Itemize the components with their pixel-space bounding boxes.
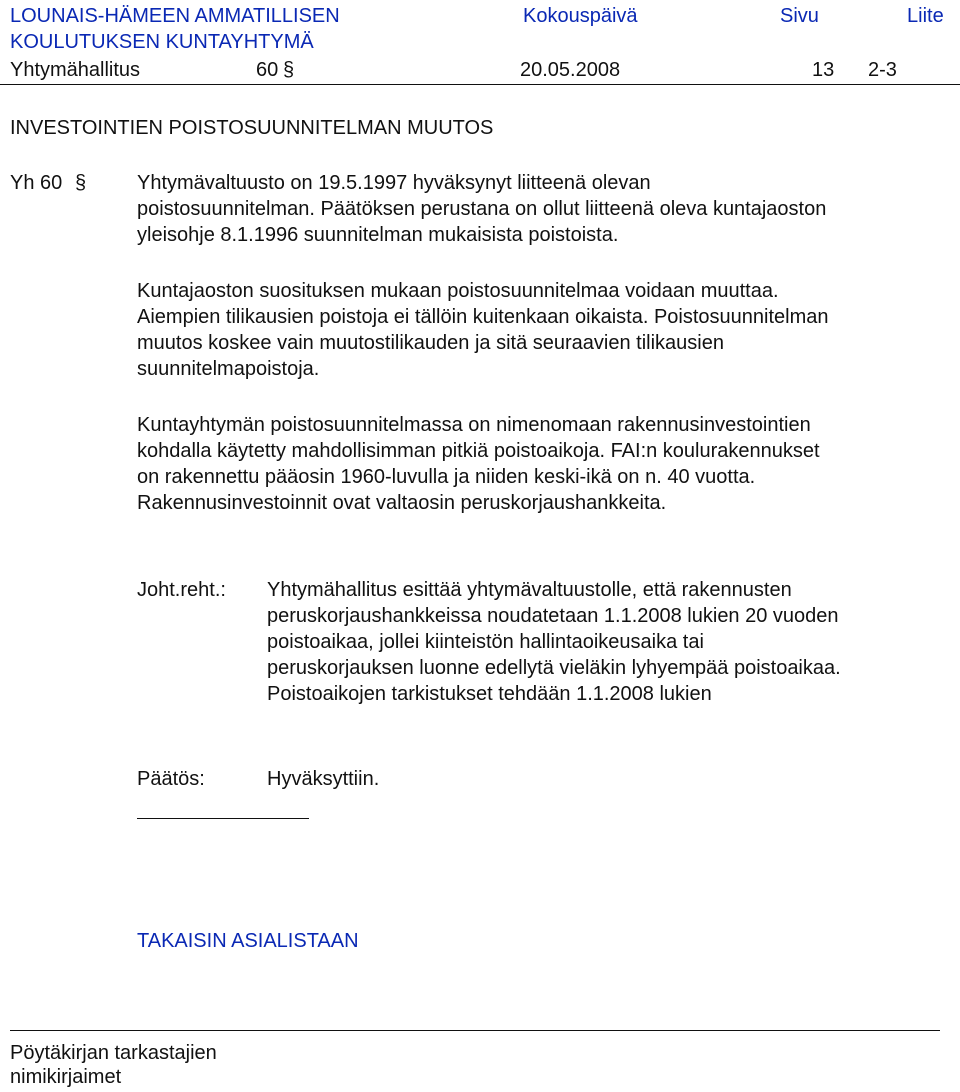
proposal-line: Poistoaikojen tarkistukset tehdään 1.1.2008 lukien [267,683,712,705]
proposal-line: peruskorjaushankkeissa noudatetaan 1.1.2008 lukien 20 vuoden [267,605,839,627]
proposal-text [267,577,841,707]
section-symbol: § [283,59,295,81]
org-name-line1: LOUNAIS-HÄMEEN AMMATILLISEN [10,5,340,27]
paragraph-1-line: poistosuunnitelman. Päätöksen perustana on ollut liitteenä oleva kuntajaoston [137,198,827,220]
paragraph-3-line: on rakennettu pääosin 1960-luvulla ja niiden keski-ikä on n. 40 vuotta. [137,466,756,488]
back-to-agenda-link[interactable]: TAKAISIN ASIALISTAAN [137,930,359,952]
body-label: Yhtymähallitus [10,59,141,81]
case-ref-symbol: § [75,172,87,194]
paragraph-2 [137,278,829,382]
paragraph-3-line: kohdalla käytetty mahdollisimman pitkiä poistoaikoja. FAI:n koulurakennukset [137,440,820,462]
meeting-date: 20.05.2008 [520,59,621,81]
paragraph-2-line: muutos koskee vain muutostilikauden ja sitä seuraavien tilikausien [137,332,724,354]
paragraph-1-line: Yhtymävaltuusto on 19.5.1997 hyväksynyt liitteenä olevan [137,172,651,194]
decision-text: Hyväksyttiin. [267,768,380,790]
decision-underline [137,818,309,819]
attachment-label: Liite [907,5,944,27]
paragraph-1 [137,170,826,248]
proposal-line: peruskorjauksen luonne edellytä vieläkin lyhyempää poistoaikaa. [267,657,841,679]
document-title: INVESTOINTIEN POISTOSUUNNITELMAN MUUTOS [10,117,494,139]
case-ref-label: Yh 60 [10,172,63,194]
paragraph-1-line: yleisohje 8.1.1996 suunnitelman mukaisista poistoista. [137,224,619,246]
decision-label: Päätös: [137,768,205,790]
meeting-date-label: Kokouspäivä [523,5,638,27]
proposal-line: poistoaikaa, jollei kiinteistön hallintaoikeusaika tai [267,631,704,653]
paragraph-2-line: suunnitelmapoistoja. [137,358,320,380]
paragraph-3-line: Kuntayhtymän poistosuunnitelmassa on nimenomaan rakennusinvestointien [137,414,811,436]
footer-line2: nimikirjaimet [10,1066,122,1088]
section-number: 60 [256,59,279,81]
footer-line1: Pöytäkirjan tarkastajien [10,1042,217,1064]
page-number: 13 [812,59,835,81]
paragraph-2-line: Kuntajaoston suosituksen mukaan poistosuunnitelmaa voidaan muuttaa. [137,280,779,302]
proposal-line: Yhtymähallitus esittää yhtymävaltuustolle, että rakennusten [267,579,792,601]
page-label: Sivu [780,5,819,27]
attachment-number: 2-3 [868,59,897,81]
paragraph-3-line: Rakennusinvestoinnit ovat valtaosin peruskorjaushankkeita. [137,492,667,514]
header-divider [0,84,960,85]
org-name-line2: KOULUTUKSEN KUNTAYHTYMÄ [10,31,314,53]
footer-divider [10,1030,940,1031]
paragraph-3 [137,412,820,516]
paragraph-2-line: Aiempien tilikausien poistoja ei tällöin kuitenkaan oikaista. Poistosuunnitelman [137,306,829,328]
proposal-label: Joht.reht.: [137,579,226,601]
